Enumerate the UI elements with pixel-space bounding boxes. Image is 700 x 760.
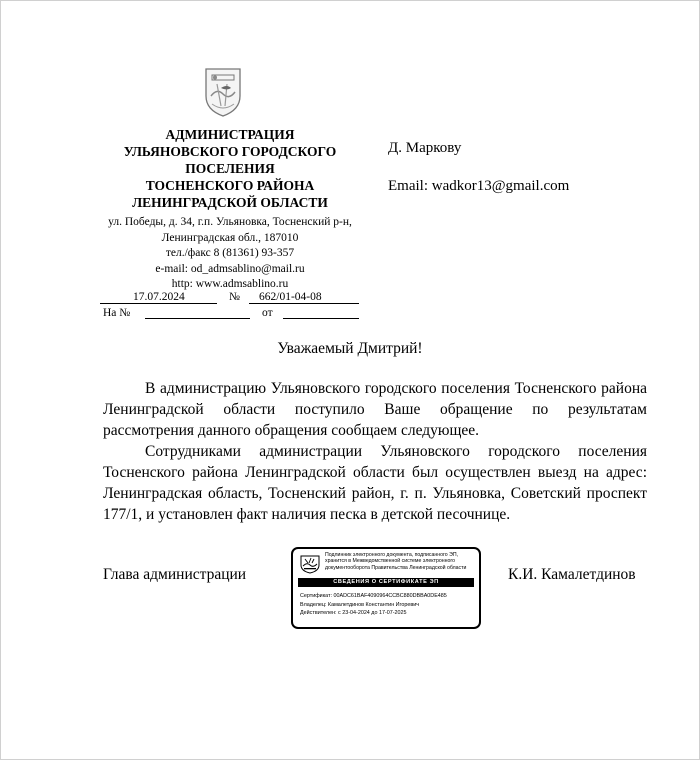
body-paragraph: В администрацию Ульяновского городского поселения Тосненского района Ленинградской области поступило Ваше обращение по результатам рассмотрения данного обращения сообщаем следующее.: [103, 380, 647, 439]
org-title-line: АДМИНИСТРАЦИЯ: [165, 127, 295, 142]
address-line: Ленинградская обл., 187010: [161, 231, 299, 244]
address-line: e-mail: od_admsablino@mail.ru: [155, 262, 305, 275]
stamp-details: [300, 592, 476, 618]
body-paragraph: Сотрудниками администрации Ульяновского городского поселения Тосненского района Ленинградской области был осуществлен выезд на адрес: Ленинградская область, Тосненский район, г. п. Ульяновка, Советский проспект 177/1, и установлен факт наличия песка в детской песочнице.: [103, 443, 647, 523]
coat-of-arms-icon: [203, 66, 243, 118]
e-signature-stamp: [291, 547, 481, 629]
org-title-line: ЛЕНИНГРАДСКОЙ ОБЛАСТИ: [132, 195, 328, 210]
on-number-label: На №: [103, 307, 131, 319]
org-title-line: ТОСНЕНСКОГО РАЙОНА: [145, 178, 315, 193]
owner-line: Владелец: Камалетдинов Константин Игоревич: [300, 601, 420, 608]
org-title-line: УЛЬЯНОВСКОГО ГОРОДСКОГО: [123, 144, 337, 159]
validity-line: Действителен: с 23-04-2024 до 17-07-2025: [300, 610, 407, 617]
certificate-line: Сертификат: 00ADC61BAF4090964CCBC880DBBA0DE485: [300, 593, 447, 599]
from-underline: [283, 318, 359, 319]
region-emblem-icon: [299, 554, 321, 574]
address-line: ул. Победы, д. 34, г.п. Ульяновка, Тосненский р-н,: [108, 216, 352, 228]
org-address: [96, 215, 364, 293]
recipient-name: Д. Маркову: [388, 140, 462, 156]
registration-number-sign: №: [229, 291, 240, 303]
recipient-email: Email: wadkor13@gmail.com: [388, 178, 570, 194]
signer-name: К.И. Камалетдинов: [508, 566, 636, 583]
greeting: Уважаемый Дмитрий!: [277, 340, 423, 357]
from-label: от: [262, 307, 273, 319]
registration-number: 662/01-04-08: [259, 291, 322, 303]
address-line: http: www.admsablino.ru: [171, 278, 289, 290]
stamp-band: СВЕДЕНИЯ О СЕРТИФИКАТЕ ЭП: [298, 578, 474, 587]
signer-position: Глава администрации: [103, 566, 247, 583]
address-line: тел./факс 8 (81361) 93-357: [165, 247, 295, 259]
letter-body: [103, 378, 647, 525]
stamp-note: Подлинник электронного документа, подписанного ЭП, хранится в Межведомственной системе электронного документооборота Правительства Ленинградской области: [325, 552, 467, 571]
on-number-underline: [145, 318, 250, 319]
registration-date: 17.07.2024: [133, 291, 185, 303]
org-title-line: ПОСЕЛЕНИЯ: [185, 161, 275, 176]
org-title: [96, 126, 364, 211]
